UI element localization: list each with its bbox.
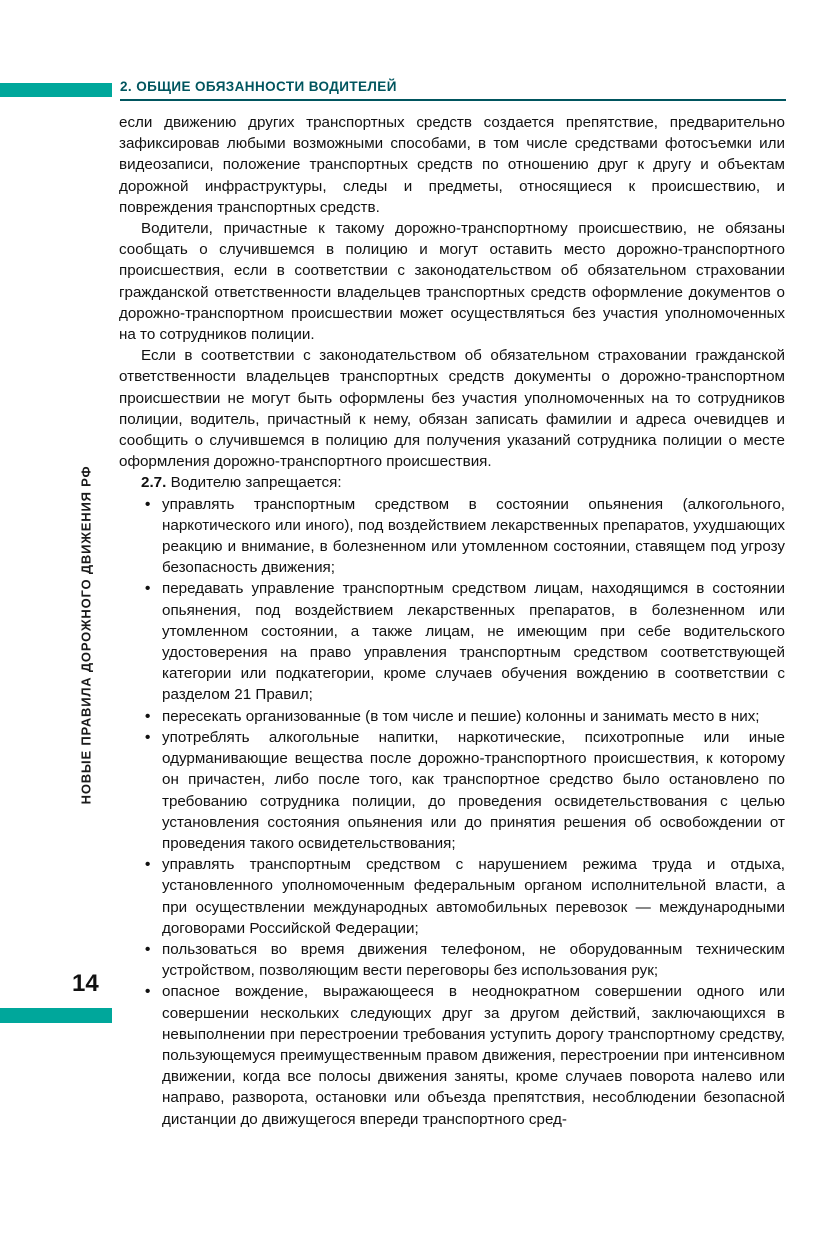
book-series-vertical-label: НОВЫЕ ПРАВИЛА ДОРОЖНОГО ДВИЖЕНИЯ РФ bbox=[78, 465, 94, 805]
list-item: • употреблять алкогольные напитки, наркотические, психотропные или иные одурманивающие вещества после дорожно-транспортного происшествия, к которому он причастен, либо после того, как транспортное средство было остановлено по требованию сотрудника полиции, до проведения освидетельствования с целью установления состояния опьянения или до принятия решения об освобождении от проведения такого освидетельствования; bbox=[145, 727, 785, 854]
page-body-text bbox=[119, 112, 785, 1130]
header-rule bbox=[120, 99, 786, 101]
paragraph-continuation: если движению других транспортных средств создается препятствие, предварительно зафиксировав любыми возможными способами, в том числе средствами фотосъемки или видеозаписи, положение транспортных средств по отношению друг к другу и объектам дорожной инфраструктуры, следы и предметы, относящиеся к происшествию, и повреждения транспортных средств. bbox=[119, 114, 785, 216]
clause-2-7-number: 2.7. bbox=[141, 474, 167, 492]
list-item: • опасное вождение, выражающееся в неоднократном совершении одного или совершении нескольких следующих друг за другом действий, заключающихся в невыполнении при перестроении требования уступить дорогу транспортному средству, пользующемуся преимущественным правом движения, перестроении при интенсивном движении, когда все полосы движения заняты, кроме случаев поворота налево или направо, разворота, остановки или объезда препятствия, несоблюдении безопасной дистанции до движущегося впереди транспортного сред- bbox=[145, 981, 785, 1129]
list-item: • пересекать организованные (в том числе и пешие) колонны и занимать место в них; bbox=[145, 706, 785, 727]
paragraph-police-required: Если в соответствии с законодательством об обязательном страховании гражданской ответственности владельцев транспортных средств документы о дорожно-транспортном происшествии не могут быть оформлены без участия уполномоченных на то сотрудников полиции, водитель, причастный к нему, обязан записать фамилии и адреса очевидцев и сообщить о случившемся в полицию для получения указаний сотрудника полиции о месте оформления дорожно-транспортного происшествия. bbox=[119, 347, 785, 471]
header-accent-bar bbox=[0, 83, 112, 97]
list-item: • пользоваться во время движения телефоном, не оборудованным техническим устройством, позволяющим вести переговоры без использования рук; bbox=[145, 939, 785, 981]
page-number: 14 bbox=[72, 970, 99, 997]
list-item: • управлять транспортным средством с нарушением режима труда и отдыха, установленного уполномоченным федеральным органом исполнительной власти, а при осуществлении международных автомобильных перевозок — международными договорами Российской Федерации; bbox=[145, 854, 785, 939]
clause-2-7 bbox=[119, 472, 785, 493]
list-item: • передавать управление транспортным средством лицам, находящимся в состоянии опьянения, под воздействием лекарственных препаратов, в болезненном или утомленном состоянии, а также лицам, не имеющим при себе водительского удостоверения на право управления транспортным средством соответствующей категории или подкатегории, кроме случаев обучения вождению в соответствии с разделом 21 Правил; bbox=[145, 578, 785, 705]
prohibitions-list bbox=[119, 494, 785, 1130]
paragraph-drivers-not-obliged: Водители, причастные к такому дорожно-транспортному происшествию, не обязаны сообщать о случившемся в полицию и могут оставить место дорожно-транспортного происшествия, если в соответствии с законодательством об обязательном страховании гражданской ответственности владельцев транспортных средств оформление документов о дорожно-транспортном происшествии может осуществляться без участия уполномоченных на то сотрудников полиции. bbox=[119, 220, 785, 344]
footer-accent-bar bbox=[0, 1008, 112, 1023]
list-item: • управлять транспортным средством в состоянии опьянения (алкогольного, наркотического или иного), под воздействием лекарственных препаратов, ухудшающих реакцию и внимание, в болезненном или утомленном состоянии, ставящем под угрозу безопасность движения; bbox=[145, 494, 785, 579]
chapter-title: 2. ОБЩИЕ ОБЯЗАННОСТИ ВОДИТЕЛЕЙ bbox=[120, 79, 397, 94]
clause-2-7-intro: Водителю запрещается: bbox=[166, 474, 342, 492]
